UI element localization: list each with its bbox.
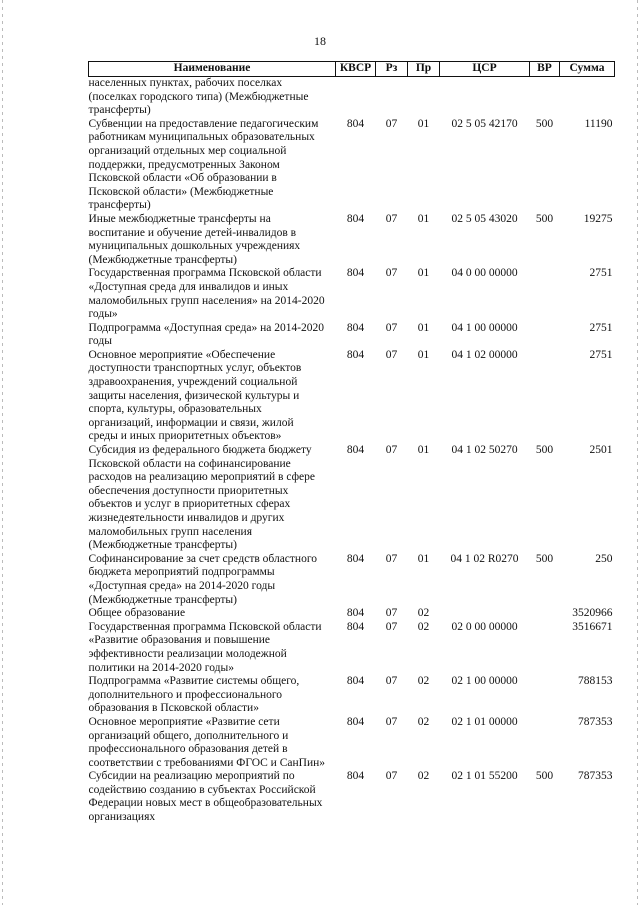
cell-csr: 04 1 02 50270 xyxy=(451,444,518,457)
cell-rz: 07 xyxy=(385,117,398,130)
cell-name: Государственная программа Псковской области «Развитие образования и повышение эффективности реализации молодежной политики на 2014-2020 годы» xyxy=(88,620,322,674)
cell-sum: 2751 xyxy=(589,348,613,361)
cell-sum: 2751 xyxy=(589,321,613,334)
cell-vr xyxy=(530,349,560,444)
cell-kvsr: 804 xyxy=(346,620,365,633)
table-header-row xyxy=(89,62,615,77)
cell-rz: 07 xyxy=(385,620,398,633)
cell-sum: 2501 xyxy=(589,444,613,457)
cell-kvsr: 804 xyxy=(346,715,365,728)
cell-csr: 02 5 05 43020 xyxy=(451,212,518,225)
cell-vr: 500 xyxy=(535,770,554,783)
cell-rz: 07 xyxy=(385,444,398,457)
cell-rz: 07 xyxy=(385,267,398,280)
cell-vr: 500 xyxy=(535,212,554,225)
header-vr: ВР xyxy=(530,62,560,77)
cell-name: Субвенции на предоставление педагогическим работникам муниципальных образовательных организаций отдельных мер социальной поддержки, предусмотренных Законом Псковской области «Об образовании в Псковской области» (Межбюджетные трансферты) xyxy=(88,117,319,212)
cell-vr: 500 xyxy=(535,117,554,130)
cell-csr: 02 5 05 42170 xyxy=(451,117,518,130)
cell-pr: 01 xyxy=(417,444,430,457)
cell-rz: 07 xyxy=(385,770,398,783)
cell-vr xyxy=(530,716,560,770)
cell-pr xyxy=(408,77,440,118)
cell-kvsr xyxy=(336,77,376,118)
cell-pr: 01 xyxy=(417,117,430,130)
table-row xyxy=(89,444,615,553)
cell-vr xyxy=(530,621,560,675)
table-row xyxy=(89,553,615,607)
cell-name: Основное мероприятие «Обеспечение доступности транспортных услуг, объектов здравоохранения, учреждений социальной защиты населения, физической культуры и спорта, культуры, образовательных организаций, информации и связи, жилой среды и иных приоритетных объектов» xyxy=(88,348,302,443)
cell-sum: 787353 xyxy=(578,770,613,783)
cell-name: Субсидия из федерального бюджета бюджету Псковской области на софинансирование расходов на реализацию мероприятий в сфере обеспечения доступности приоритетных объектов и услуг в приоритетных сферах жизнедеятельности инвалидов и других маломобильных групп населения (Межбюджетные трансферты) xyxy=(88,444,315,552)
cell-sum: 19275 xyxy=(583,212,613,225)
cell-sum: 11190 xyxy=(584,117,613,130)
cell-pr: 02 xyxy=(417,620,430,633)
cell-pr: 02 xyxy=(417,607,430,620)
cell-kvsr: 804 xyxy=(346,770,365,783)
cell-vr xyxy=(530,267,560,321)
cell-csr: 04 1 02 R0270 xyxy=(450,552,519,565)
cell-name: Софинансирование за счет средств областного бюджета мероприятий подпрограммы «Доступная среда» на 2014-2020 годы (Межбюджетные трансферты) xyxy=(88,552,318,606)
cell-vr xyxy=(530,607,560,621)
cell-csr: 02 1 00 00000 xyxy=(451,675,518,688)
cell-vr xyxy=(530,322,560,349)
cell-name: Основное мероприятие «Развитие сети организаций общего, дополнительного и профессионального образования детей в соответствии с требованиями ФГОС и СанПин» xyxy=(88,715,326,769)
table-row xyxy=(89,675,615,716)
cell-kvsr: 804 xyxy=(346,117,365,130)
cell-csr: 02 1 01 55200 xyxy=(451,770,518,783)
cell-name: Подпрограмма «Доступная среда» на 2014-2020 годы xyxy=(88,321,325,348)
cell-sum xyxy=(560,77,615,118)
cell-csr: 04 1 02 00000 xyxy=(451,348,518,361)
budget-table xyxy=(88,61,615,825)
table-row xyxy=(89,607,615,621)
cell-sum: 788153 xyxy=(578,675,613,688)
header-sum: Сумма xyxy=(560,62,615,77)
table-row xyxy=(89,716,615,770)
table-row xyxy=(89,267,615,321)
table-row xyxy=(89,621,615,675)
table-row xyxy=(89,77,615,118)
table-row xyxy=(89,118,615,213)
cell-kvsr: 804 xyxy=(346,267,365,280)
cell-kvsr: 804 xyxy=(346,321,365,334)
cell-rz: 07 xyxy=(385,348,398,361)
cell-csr: 02 0 00 00000 xyxy=(451,620,518,633)
cell-pr: 01 xyxy=(417,552,430,565)
cell-vr xyxy=(530,77,560,118)
cell-csr xyxy=(440,77,530,118)
cell-rz: 07 xyxy=(385,321,398,334)
cell-pr: 01 xyxy=(417,212,430,225)
cell-csr: 04 1 00 00000 xyxy=(451,321,518,334)
table-row xyxy=(89,213,615,267)
cell-pr: 02 xyxy=(417,675,430,688)
cell-kvsr: 804 xyxy=(346,348,365,361)
header-rz: Рз xyxy=(376,62,408,77)
cell-name: Общее образование xyxy=(88,607,186,620)
cell-sum: 3516671 xyxy=(572,620,613,633)
cell-kvsr: 804 xyxy=(346,607,365,620)
cell-csr: 02 1 01 00000 xyxy=(451,715,518,728)
cell-kvsr: 804 xyxy=(346,552,365,565)
cell-pr: 02 xyxy=(417,715,430,728)
cell-sum: 250 xyxy=(595,552,613,565)
cell-name: Подпрограмма «Развитие системы общего, дополнительного и профессионального образования в Псковской области» xyxy=(88,675,300,715)
page-number: 18 xyxy=(314,34,326,48)
cell-name: Иные межбюджетные трансферты на воспитание и обучение детей-инвалидов в муниципальных дошкольных учреждениях (Межбюджетные трансферты) xyxy=(88,212,301,266)
cell-vr: 500 xyxy=(535,552,554,565)
table-row xyxy=(89,770,615,824)
table-row xyxy=(89,322,615,349)
cell-vr xyxy=(530,675,560,716)
cell-rz: 07 xyxy=(385,552,398,565)
cell-pr: 01 xyxy=(417,348,430,361)
cell-csr xyxy=(440,607,530,621)
cell-rz: 07 xyxy=(385,212,398,225)
cell-kvsr: 804 xyxy=(346,675,365,688)
cell-kvsr: 804 xyxy=(346,444,365,457)
cell-rz: 07 xyxy=(385,715,398,728)
header-pr: Пр xyxy=(408,62,440,77)
cell-kvsr: 804 xyxy=(346,212,365,225)
page-edge-right xyxy=(637,0,638,905)
cell-name: Субсидии на реализацию мероприятий по содействию созданию в субъектах Российской Федерации новых мест в общеобразовательных организациях xyxy=(88,770,323,824)
cell-rz xyxy=(376,77,408,118)
cell-csr: 04 0 00 00000 xyxy=(451,267,518,280)
cell-vr: 500 xyxy=(535,444,554,457)
cell-name: Государственная программа Псковской области «Доступная среда для инвалидов и иных маломобильных групп населения» на 2014-2020 годы» xyxy=(88,267,325,321)
cell-pr: 01 xyxy=(417,267,430,280)
cell-rz: 07 xyxy=(385,607,398,620)
page-edge-left xyxy=(2,0,3,905)
cell-pr: 01 xyxy=(417,321,430,334)
header-csr: ЦСР xyxy=(440,62,530,77)
cell-rz: 07 xyxy=(385,675,398,688)
table-row xyxy=(89,349,615,444)
header-name: Наименование xyxy=(89,62,336,77)
cell-sum: 787353 xyxy=(578,715,613,728)
cell-name: населенных пунктах, рабочих поселках (поселках городского типа) (Межбюджетные трансферты) xyxy=(88,77,309,117)
cell-sum: 2751 xyxy=(589,267,613,280)
header-kvsr: КВСР xyxy=(336,62,376,77)
cell-pr: 02 xyxy=(417,770,430,783)
cell-sum: 3520966 xyxy=(572,607,613,620)
